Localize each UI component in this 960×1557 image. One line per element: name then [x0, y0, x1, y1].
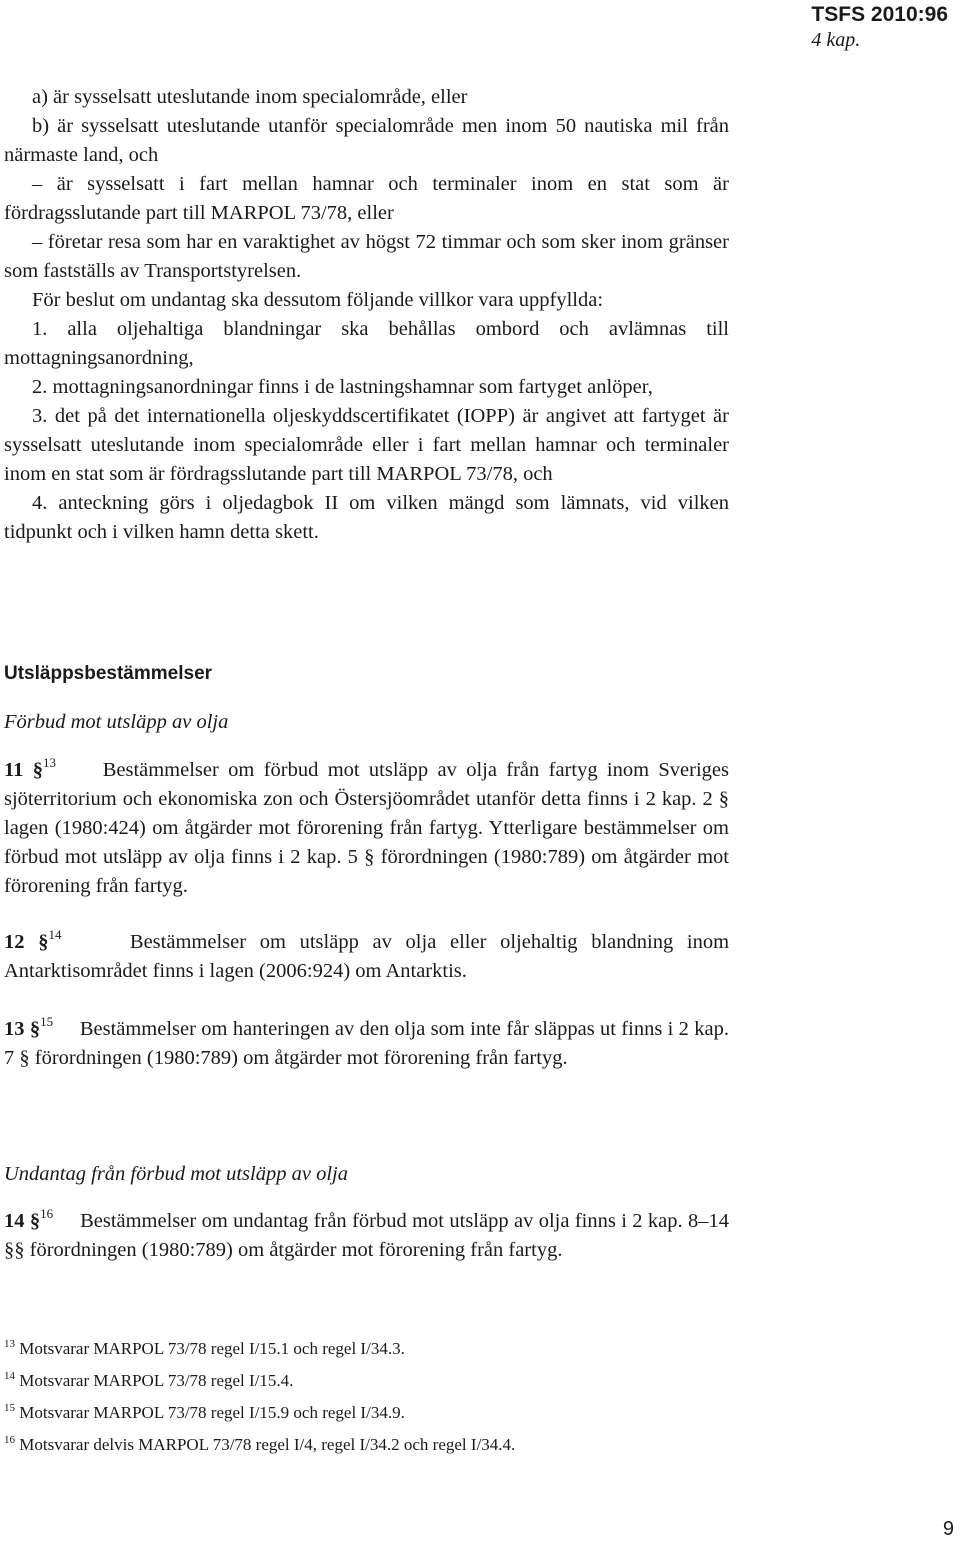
- footnote: $^{14}$ Motsvarar MARPOL 73/78 regel I/15.4.: [4, 1370, 294, 1390]
- condition-1: 1. alla oljehaltiga blandningar ska behållas ombord och avlämnas till mottagningsanordning,: [4, 318, 729, 369]
- footnote-ref: 13: [42, 755, 56, 770]
- chapter-label: 4 kap.: [811, 29, 861, 51]
- paragraph-12: [4, 928, 729, 986]
- page-number: 9: [942, 1518, 954, 1540]
- document-id: TSFS 2010:96: [811, 3, 948, 26]
- footnote-ref: 15: [40, 1014, 54, 1029]
- section-number: 13 §: [4, 1018, 41, 1040]
- section-number: 12 §: [4, 931, 49, 953]
- paragraph-11: [4, 756, 729, 901]
- item-b: b) är sysselsatt uteslutande utanför specialområde men inom 50 nautiska mil från närmaste land, och: [4, 115, 729, 166]
- paragraph-14: [4, 1207, 729, 1265]
- footnote: $^{16}$ Motsvarar delvis MARPOL 73/78 regel I/4, regel I/34.2 och regel I/34.4.: [4, 1434, 516, 1454]
- footnote: $^{13}$ Motsvarar MARPOL 73/78 regel I/15.1 och regel I/34.3.: [4, 1338, 405, 1358]
- footnotes: [4, 1333, 904, 1461]
- dash-item-1: – är sysselsatt i fart mellan hamnar och terminaler inom en stat som är fördragsslutande part till MARPOL 73/78, eller: [4, 173, 729, 224]
- intro-block: [4, 83, 729, 547]
- section-text: Bestämmelser om utsläpp av olja eller oljehaltig blandning inom Antarktisområdet finns i lagen (2006:924) om Antarktis.: [4, 931, 730, 982]
- section-text: Bestämmelser om hanteringen av den olja som inte får släppas ut finns i 2 kap. 7 § förordningen (1980:789) om åtgärder mot förorening från fartyg.: [4, 1018, 730, 1069]
- section-text: Bestämmelser om förbud mot utsläpp av olja från fartyg inom Sveriges sjöterritorium och ekonomiska zon och Östersjöområdet utanför detta finns i 2 kap. 2 § lagen (1980:424) om åtgärder mot förorening från fartyg. Ytterligare bestämmelser om förbud mot utsläpp av olja finns i 2 kap. 5 § förordningen (1980:789) om åtgärder mot förorening från fartyg.: [4, 759, 729, 897]
- footnote-ref: 14: [48, 927, 62, 942]
- subheading-forbud: Förbud mot utsläpp av olja: [4, 711, 229, 733]
- document-header: [811, 2, 948, 52]
- subheading-undantag: Undantag från förbud mot utsläpp av olja: [4, 1163, 348, 1185]
- dash-item-2: – företar resa som har en varaktighet av högst 72 timmar och som sker inom gränser som fastställs av Transportstyrelsen.: [4, 231, 729, 282]
- condition-4: 4. anteckning görs i oljedagbok II om vilken mängd som lämnats, vid vilken tidpunkt och i vilken hamn detta skett.: [4, 492, 729, 543]
- footnote-ref: 16: [40, 1206, 54, 1221]
- condition-3: 3. det på det internationella oljeskyddscertifikatet (IOPP) är angivet att fartyget är sysselsatt uteslutande inom specialområde eller i fart mellan hamnar och terminaler inom en stat som är fördragsslutande part till MARPOL 73/78, och: [4, 405, 729, 485]
- section-number: 14 §: [4, 1210, 41, 1232]
- section-text: Bestämmelser om undantag från förbud mot utsläpp av olja finns i 2 kap. 8–14 §§ förordningen (1980:789) om åtgärder mot förorening från fartyg.: [4, 1210, 730, 1261]
- conditions-intro: För beslut om undantag ska dessutom följande villkor vara uppfyllda:: [32, 289, 604, 311]
- paragraph-13: [4, 1015, 729, 1073]
- section-heading: Utsläppsbestämmelser: [4, 663, 213, 684]
- section-number: 11 §: [4, 759, 43, 781]
- footnote: $^{15}$ Motsvarar MARPOL 73/78 regel I/15.9 och regel I/34.9.: [4, 1402, 405, 1422]
- item-a: a) är sysselsatt uteslutande inom specialområde, eller: [32, 86, 468, 108]
- condition-2: 2. mottagningsanordningar finns i de lastningshamnar som fartyget anlöper,: [32, 376, 653, 398]
